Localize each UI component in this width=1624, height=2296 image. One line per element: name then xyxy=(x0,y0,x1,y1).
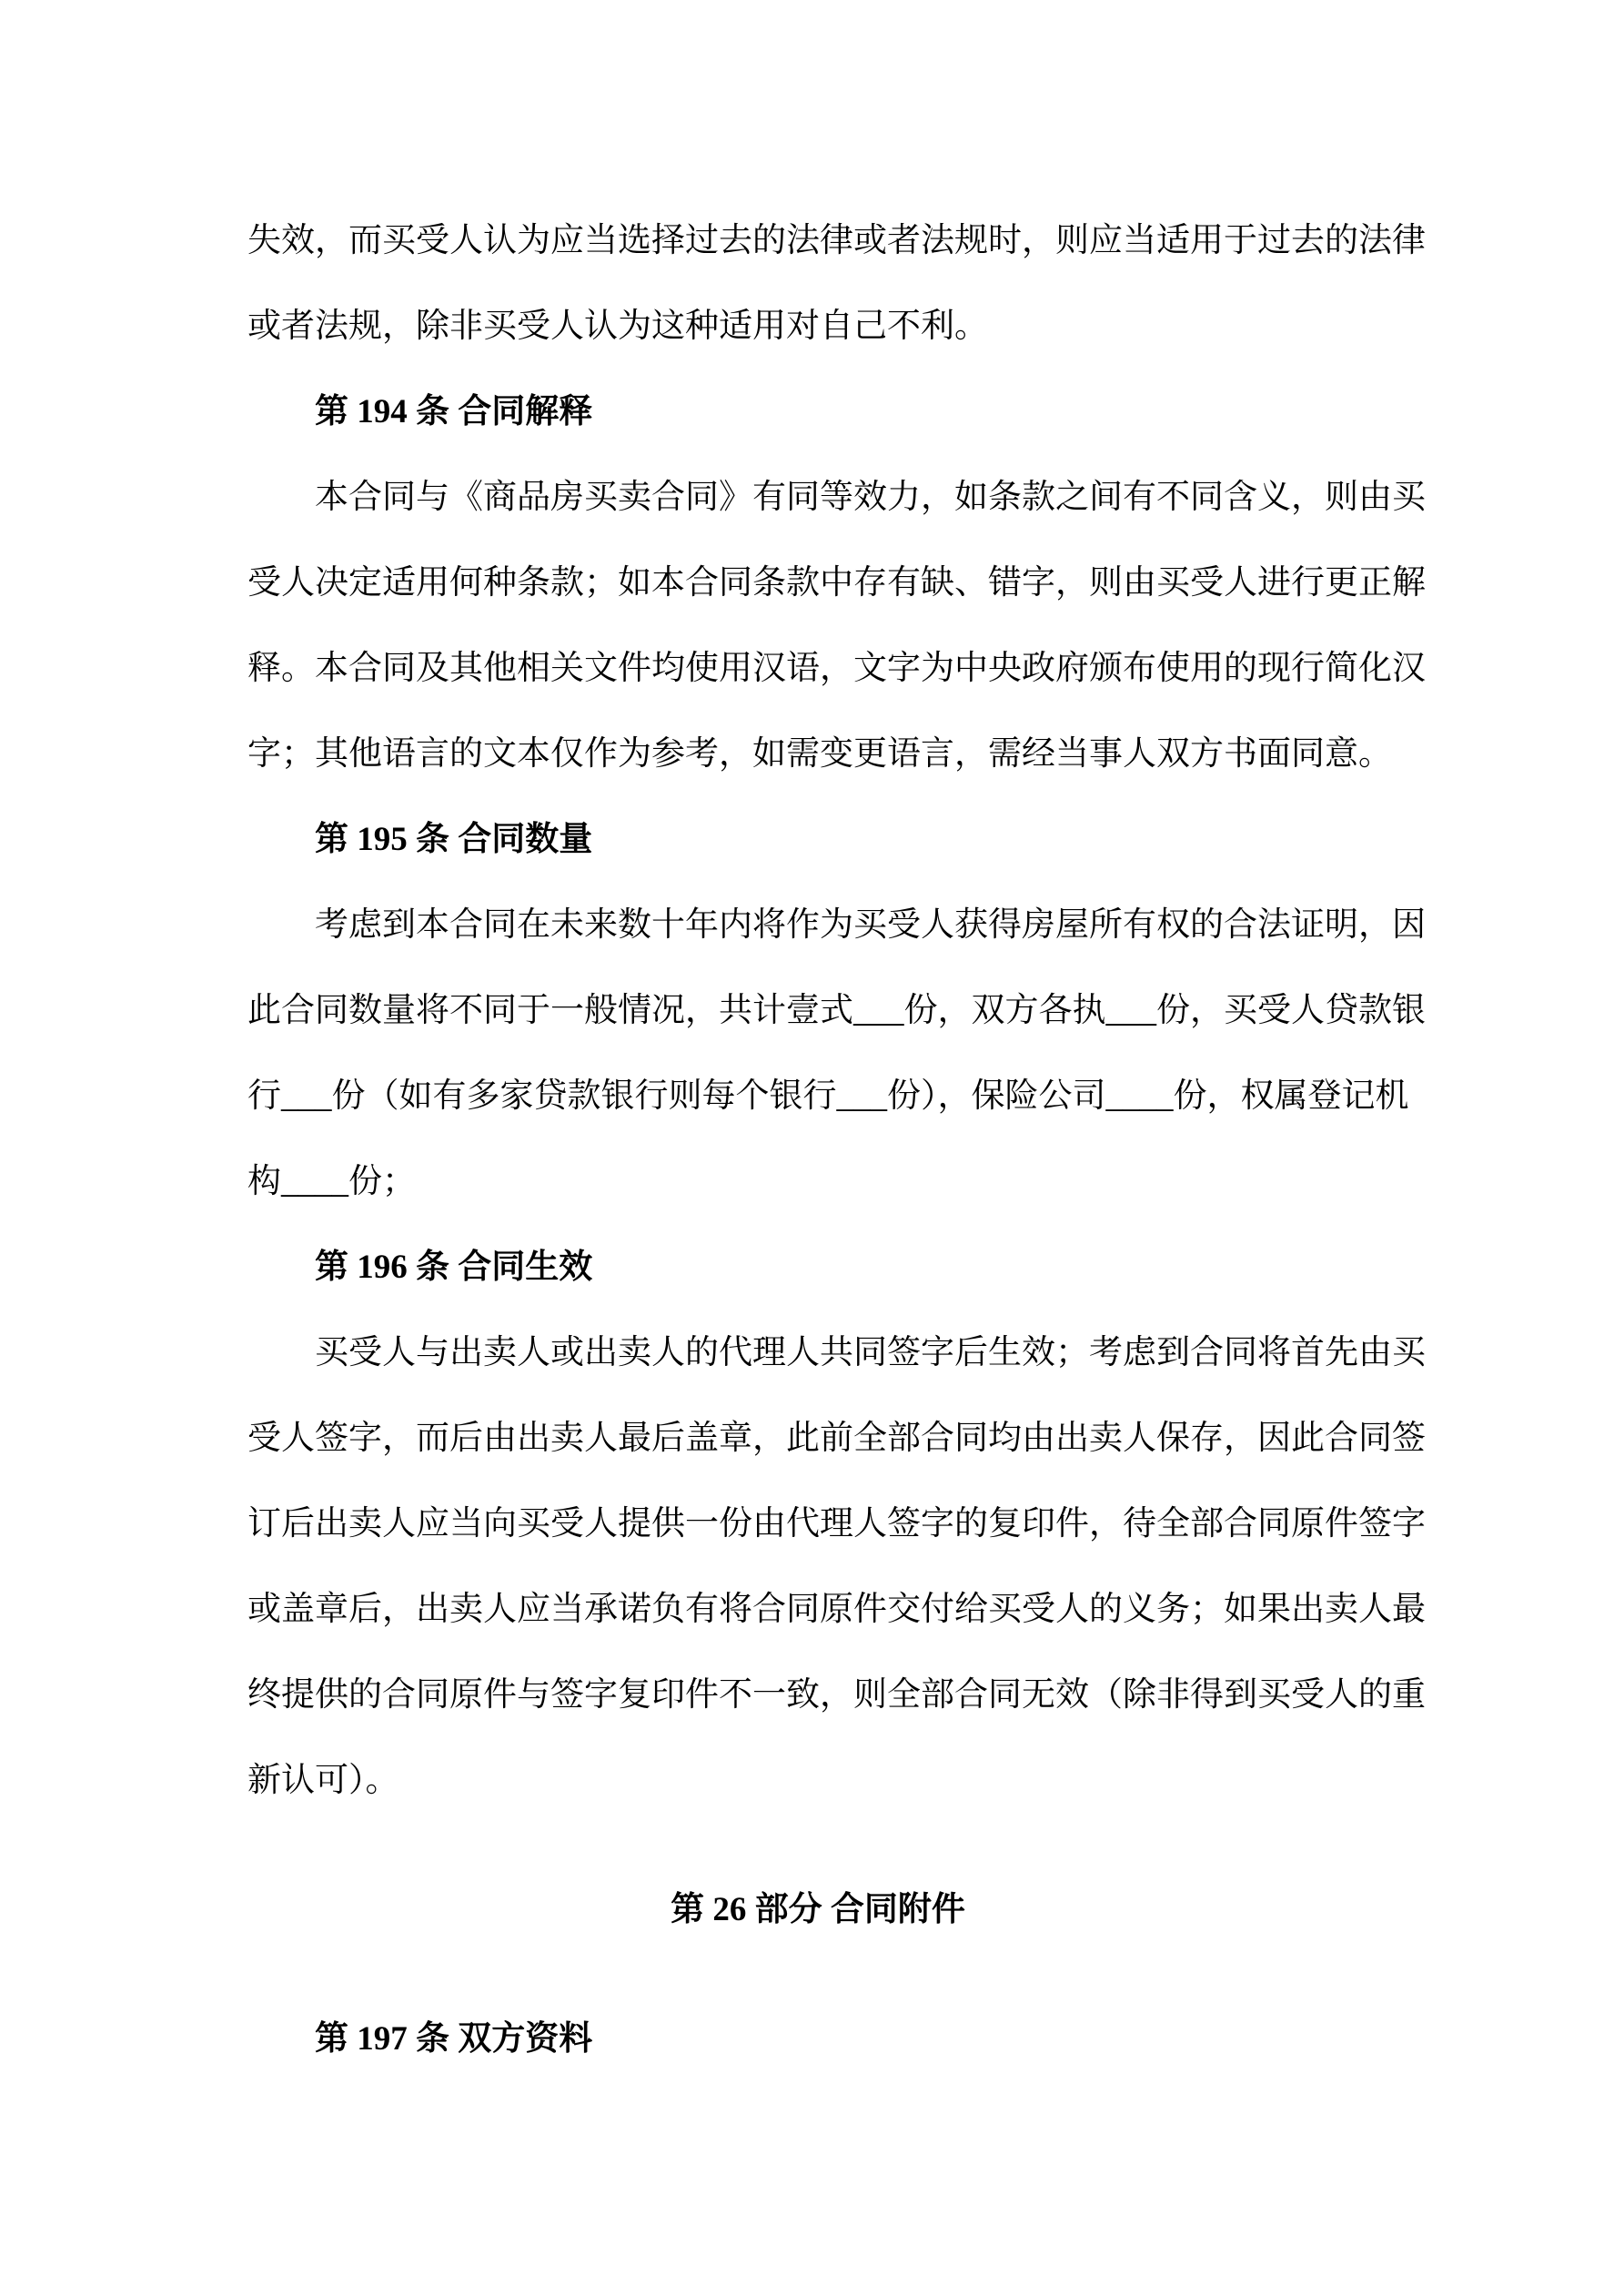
paragraph-line: 终提供的合同原件与签字复印件不一致，则全部合同无效（除非得到买受人的重 xyxy=(247,1676,1426,1714)
article-195 xyxy=(247,797,1426,1225)
article-194 xyxy=(247,369,1426,797)
paragraph-line: 新认可）。 xyxy=(247,1762,399,1799)
paragraph-line: 受人决定适用何种条款；如本合同条款中存有缺、错字，则由买受人进行更正解 xyxy=(247,564,1426,602)
paragraph-line: 此合同数量将不同于一般情况，共计壹式___份，双方各执___份，买受人贷款银 xyxy=(247,992,1426,1029)
paragraph-line: 或盖章后，出卖人应当承诺负有将合同原件交付给买受人的义务；如果出卖人最 xyxy=(247,1591,1426,1628)
article-heading: 第 196 条 合同生效 xyxy=(315,1249,593,1286)
paragraph-line: 行___份（如有多家贷款银行则每个银行___份），保险公司____份，权属登记机 xyxy=(247,1077,1409,1115)
paragraph-line: 买受人与出卖人或出卖人的代理人共同签字后生效；考虑到合同将首先由买 xyxy=(315,1334,1426,1371)
article-196 xyxy=(247,1225,1426,1824)
paragraph-line: 受人签字，而后由出卖人最后盖章，此前全部合同均由出卖人保存，因此合同签 xyxy=(247,1420,1426,1457)
section-heading: 第 26 部分 合同附件 xyxy=(671,1891,965,1928)
article-heading: 第 197 条 双方资料 xyxy=(315,2020,593,2058)
paragraph-line: 本合同与《商品房买卖合同》有同等效力，如条款之间有不同含义，则由买 xyxy=(315,479,1426,516)
paragraph-line: 构____份； xyxy=(247,1163,416,1200)
document-page xyxy=(247,198,1426,2082)
continuation-paragraph xyxy=(247,198,1426,369)
article-heading: 第 194 条 合同解释 xyxy=(315,393,593,430)
paragraph-line: 订后出卖人应当向买受人提供一份由代理人签字的复印件，待全部合同原件签字 xyxy=(247,1505,1426,1542)
paragraph-line: 释。本合同及其他相关文件均使用汉语，文字为中央政府颁布使用的现行简化汉 xyxy=(247,650,1426,687)
paragraph-line: 字；其他语言的文本仅作为参考，如需变更语言，需经当事人双方书面同意。 xyxy=(247,735,1392,773)
paragraph-line: 或者法规，除非买受人认为这种适用对自己不利。 xyxy=(247,308,988,345)
article-heading: 第 195 条 合同数量 xyxy=(315,821,593,858)
paragraph-line: 失效，而买受人认为应当选择过去的法律或者法规时，则应当适用于过去的法律 xyxy=(247,222,1426,259)
paragraph-line: 考虑到本合同在未来数十年内将作为买受人获得房屋所有权的合法证明，因 xyxy=(315,906,1426,944)
